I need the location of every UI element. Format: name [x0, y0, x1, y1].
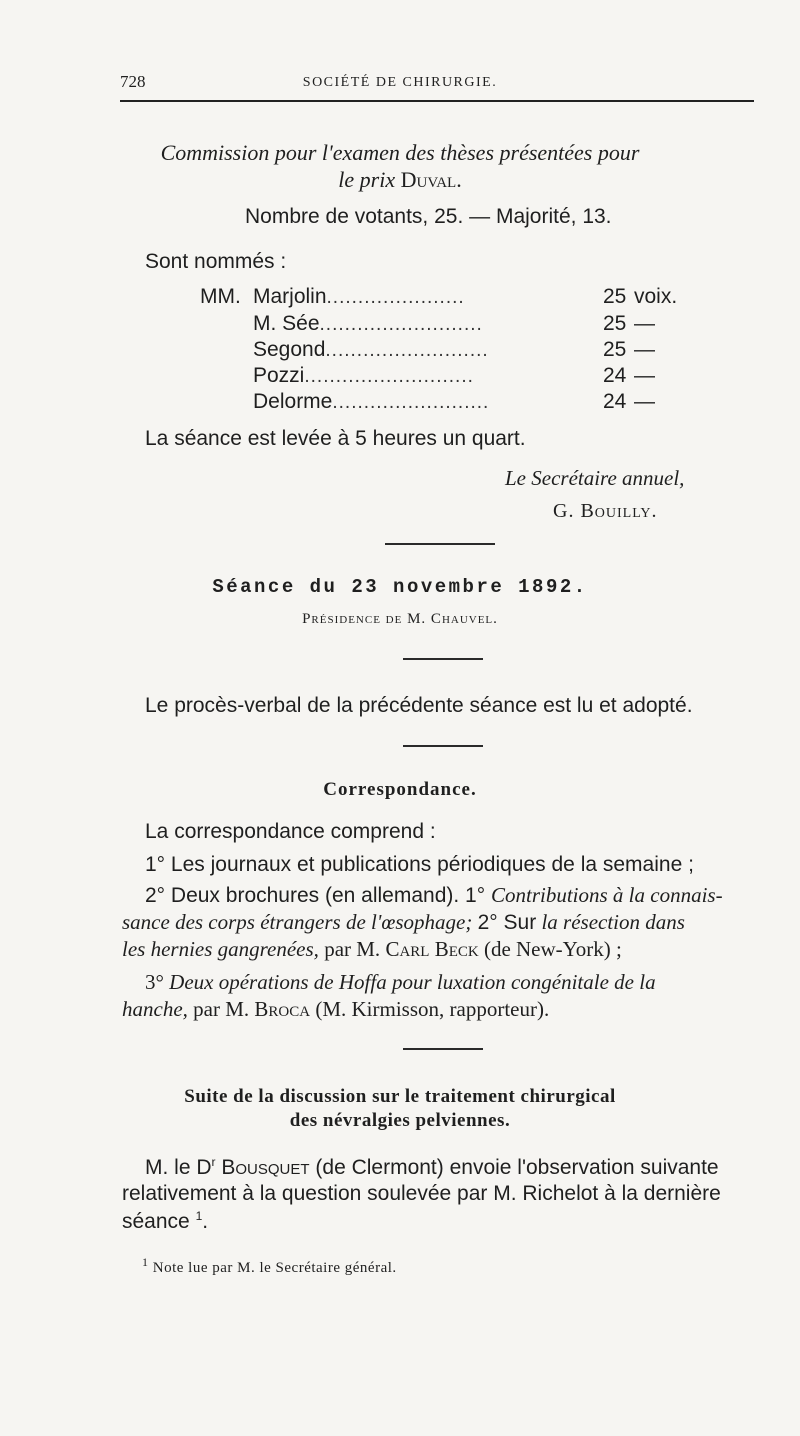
member-dots: ......................	[326, 287, 465, 308]
member-name: Segond	[253, 338, 326, 361]
item2-title: les hernies gangrenées,	[122, 937, 319, 961]
member-dots: ...........................	[304, 366, 474, 387]
nommes-label: Sont nommés :	[145, 250, 287, 273]
member-votes: 25	[603, 312, 627, 335]
correspondance-title: Correspondance.	[323, 779, 477, 800]
correspondance-item1: 1° Les journaux et publications périodiques de la semaine ;	[145, 853, 694, 876]
correspondance-intro: La correspondance comprend :	[145, 820, 436, 843]
suite-paragraph-line1	[145, 1155, 719, 1180]
member-votes-label: voix.	[634, 285, 678, 308]
section-rule	[403, 745, 483, 747]
item2-text: 2° Sur	[477, 911, 537, 934]
item2-author: Carl Beck	[385, 937, 479, 961]
member-name: Pozzi	[253, 364, 305, 387]
commission-prix-label: le prix	[338, 167, 396, 192]
member-votes: 24	[603, 390, 627, 413]
item2-title: Contributions à la connais-	[490, 883, 723, 907]
item3-text: 3°	[145, 970, 164, 994]
presidence: Présidence de M. Chauvel.	[302, 611, 498, 627]
running-title: SOCIÉTÉ DE CHIRURGIE.	[302, 75, 498, 90]
suite-sup: r	[211, 1155, 216, 1169]
member-votes: 25	[603, 338, 627, 361]
seance-title: Séance du 23 novembre 1892.	[212, 576, 588, 598]
section-rule	[403, 658, 483, 660]
member-row	[253, 338, 489, 362]
member-votes-label: —	[634, 364, 655, 387]
footnote-marker: 1	[142, 1255, 149, 1269]
item3-text: par M.	[193, 997, 250, 1021]
header-rule	[120, 100, 754, 102]
proces-verbal: Le procès-verbal de la précédente séance est lu et adopté.	[145, 694, 693, 717]
commission-prix-name: Duval.	[400, 167, 462, 192]
item2-text: 2° Deux brochures (en allemand). 1°	[145, 884, 486, 907]
vote-count-line: Nombre de votants, 25. — Majorité, 13.	[245, 205, 612, 228]
correspondance-item2-line2	[122, 910, 685, 935]
item3-title: Deux opérations de Hoffa pour luxation congénitale de la	[169, 970, 656, 994]
member-row	[253, 390, 489, 414]
item2-title: la résection dans	[541, 910, 685, 934]
member-dots: .........................	[332, 392, 490, 413]
member-row	[253, 285, 465, 309]
member-votes: 25	[603, 285, 627, 308]
member-dots: ..........................	[325, 340, 489, 361]
item2-text: (de New-York) ;	[483, 937, 622, 961]
commission-title-line1: Commission pour l'examen des thèses présentées pour	[160, 140, 640, 165]
suite-paragraph-line3	[122, 1209, 208, 1234]
item2-text: par M.	[324, 937, 381, 961]
member-votes-label: —	[634, 390, 655, 413]
footnote-ref[interactable]: 1	[195, 1209, 203, 1223]
commission-title-line2	[0, 167, 800, 193]
member-votes-label: —	[634, 338, 655, 361]
footnote	[142, 1255, 397, 1277]
item3-text: (M. Kirmisson, rapporteur).	[315, 997, 550, 1021]
correspondance-item3-line1	[145, 970, 656, 995]
member-name: Delorme	[253, 390, 333, 413]
mm-label: MM.	[200, 285, 241, 308]
suite-text: séance	[122, 1210, 190, 1233]
seance-levee: La séance est levée à 5 heures un quart.	[145, 427, 526, 450]
correspondance-item2-line1	[145, 883, 723, 908]
item3-author: Broca	[254, 997, 311, 1021]
member-votes-label: —	[634, 312, 655, 335]
section-rule	[385, 543, 495, 545]
member-votes: 24	[603, 364, 627, 387]
page-number: 728	[120, 72, 146, 91]
correspondance-item3-line2	[122, 997, 549, 1022]
footnote-text: Note lue par M. le Secrétaire général.	[152, 1260, 397, 1276]
item2-title: sance des corps étrangers de l'œsophage;	[122, 910, 473, 934]
suite-paragraph-line2: relativement à la question soulevée par M. Richelot à la dernière	[122, 1182, 721, 1205]
suite-title-line2: des névralgies pelviennes.	[289, 1110, 511, 1131]
member-name: M. Sée	[253, 312, 320, 335]
item3-title: hanche,	[122, 997, 188, 1021]
suite-text: (de Clermont) envoie l'observation suivante	[315, 1156, 719, 1179]
correspondance-item2-line3	[122, 937, 622, 962]
secretaire-name: G. Bouilly.	[553, 500, 658, 522]
suite-title-line1: Suite de la discussion sur le traitement chirurgical	[184, 1086, 616, 1107]
suite-text: M. le D	[145, 1156, 212, 1179]
member-row	[253, 364, 474, 388]
suite-author: Bousquet	[221, 1156, 310, 1179]
section-rule	[403, 1048, 483, 1050]
secretaire-title: Le Secrétaire annuel,	[505, 466, 685, 490]
suite-text: .	[202, 1210, 209, 1233]
member-dots: ..........................	[319, 314, 483, 335]
member-row	[253, 312, 483, 336]
member-name: Marjolin	[253, 285, 327, 308]
